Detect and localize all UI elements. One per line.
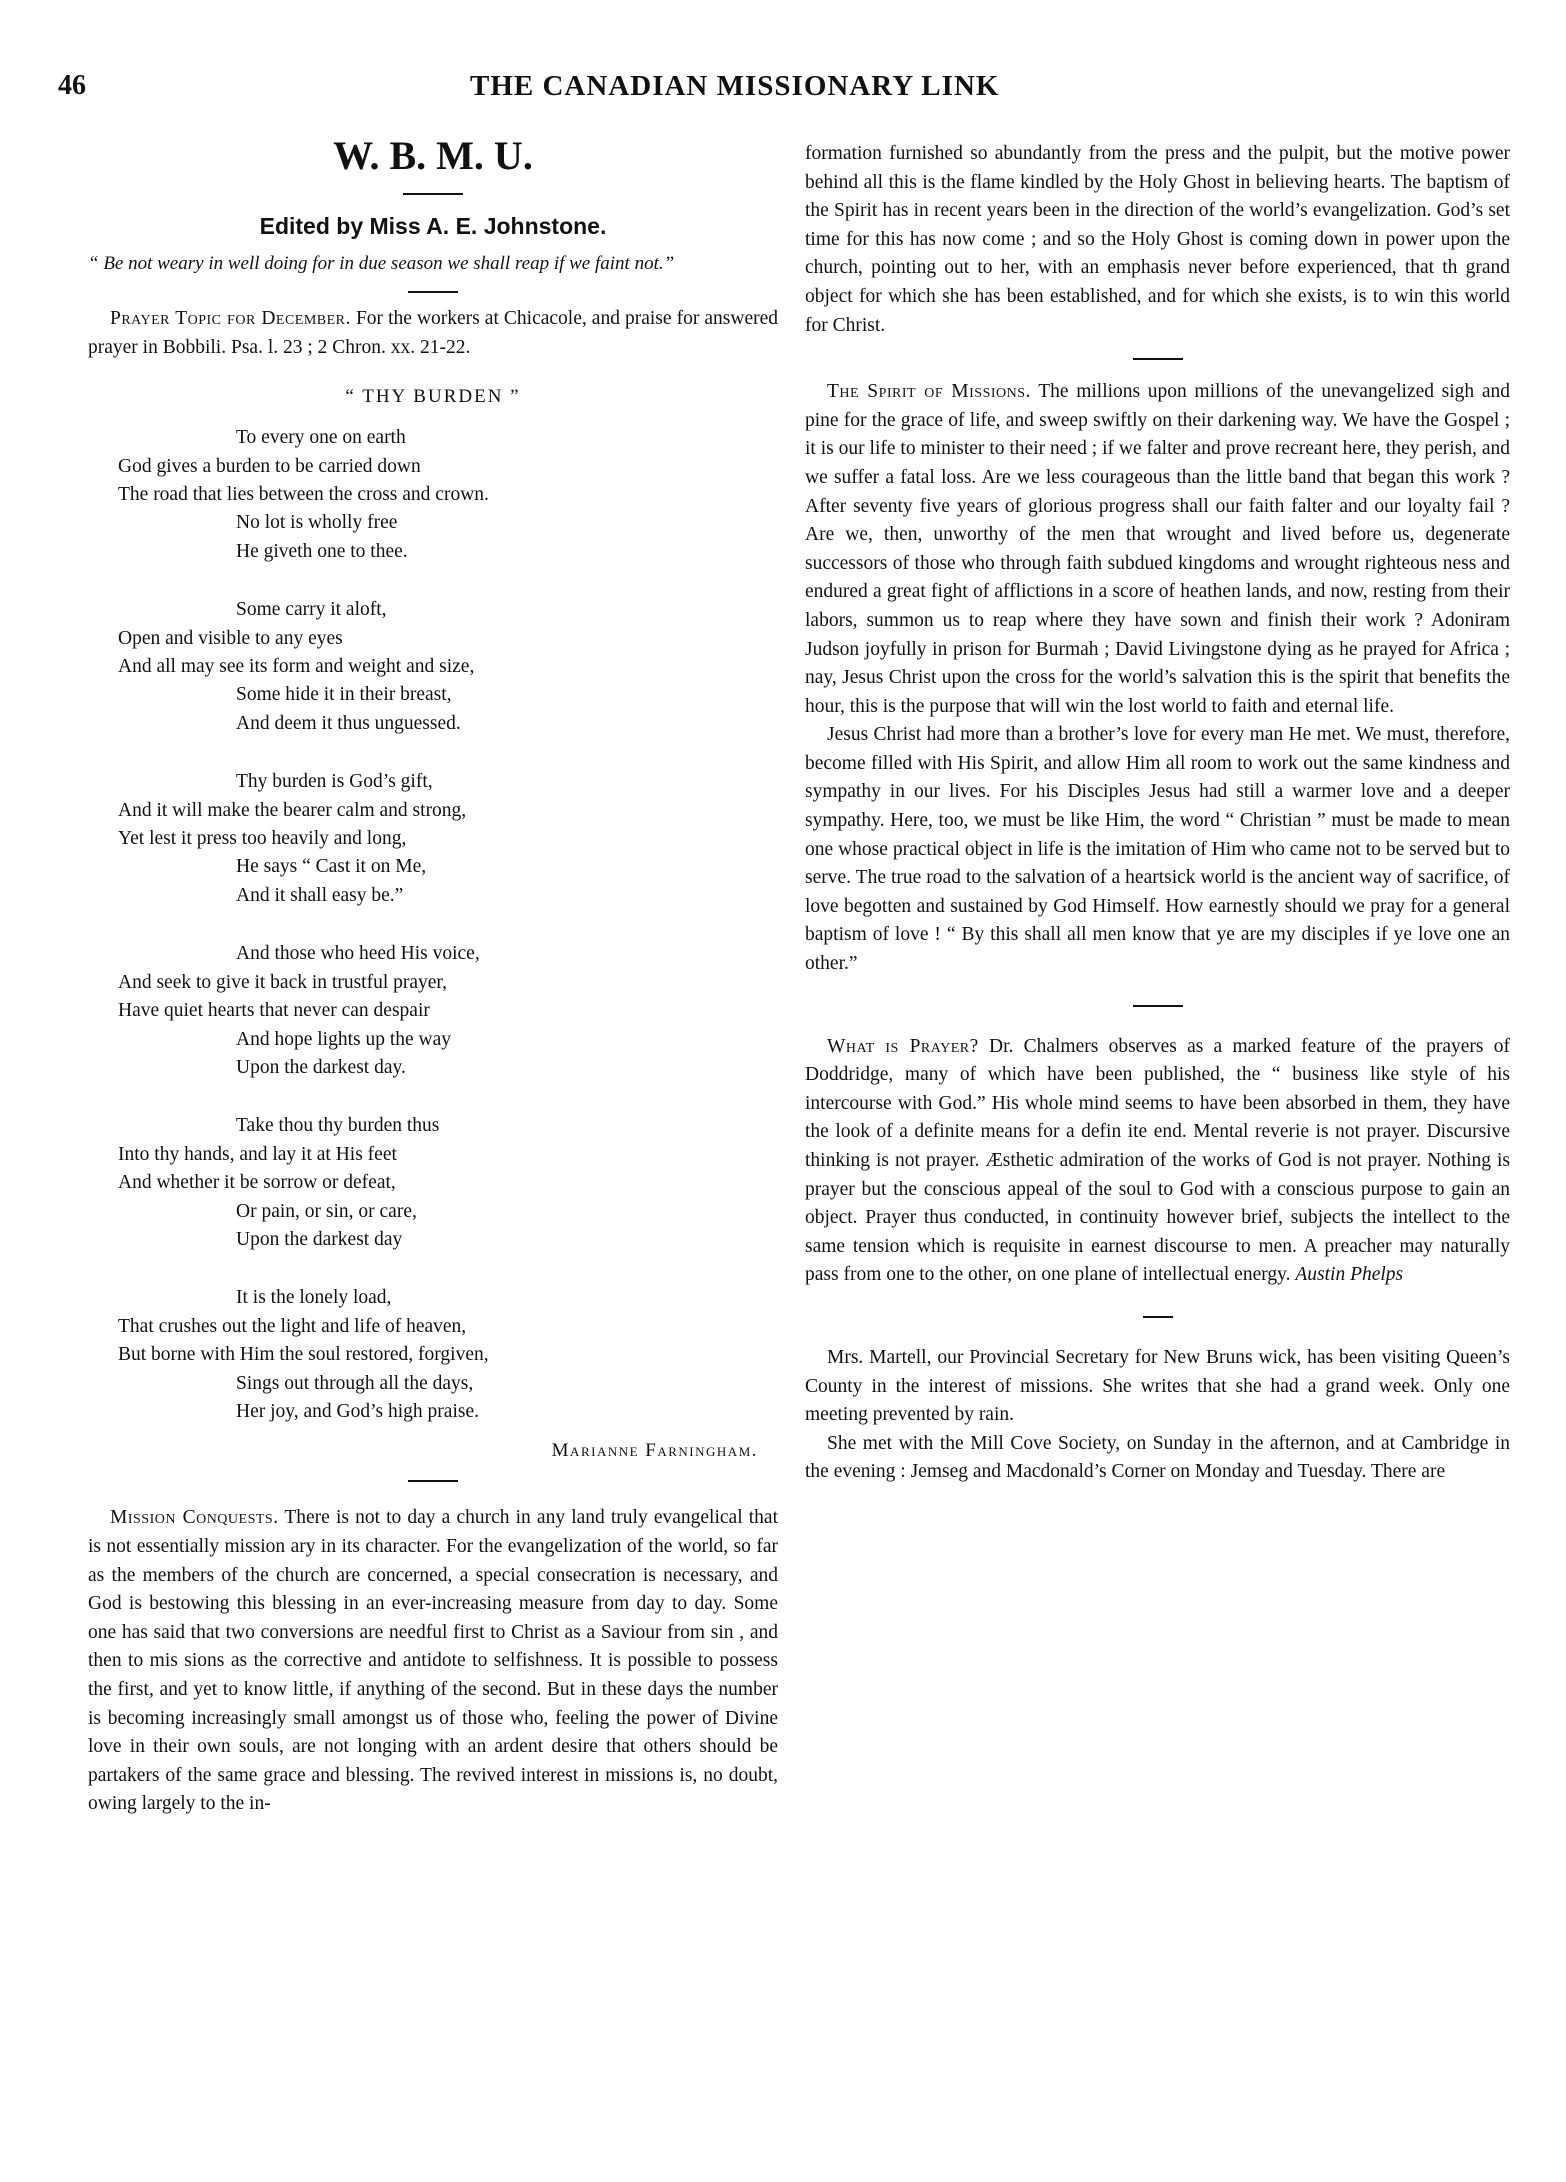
poem-stanza xyxy=(88,424,778,566)
poem-line: Upon the darkest day xyxy=(236,1228,403,1250)
spirit-of-missions-article xyxy=(805,378,1510,721)
poem-line: That crushes out the light and life of heaven, xyxy=(118,1315,467,1337)
poem-title: “ THY BURDEN ” xyxy=(345,386,521,408)
poem-line: Into thy hands, and lay it at His feet xyxy=(118,1143,397,1165)
poem-line: And deem it thus unguessed. xyxy=(236,712,461,734)
page-number: 46 xyxy=(58,70,86,101)
right-column xyxy=(805,140,1510,1487)
poem-line: Take thou thy burden thus xyxy=(236,1115,440,1137)
continued-text: formation furnished so abundantly from the press and the pulpit, but the motive power behind all this is the flame kindled by the Holy Ghost in believing hearts. The baptism of the Spirit has in recent years been in the direction of the world’s evangelization. God’s set time for this has now come ; and so the Holy Ghost is coming down in power upon the church, pointing out to her, with an emphasis never before experienced, that th grand object for which she has been established, and for which she exists, is to win this world for Christ. xyxy=(805,143,1510,336)
motto: “ Be not weary in well doing for in due season we shall reap if we faint not.” xyxy=(88,253,675,274)
article-lead: Mission Conquests. xyxy=(110,1507,279,1529)
poem-line: And seek to give it back in trustful prayer, xyxy=(118,971,448,993)
poem-author: Marianne Farningham. xyxy=(551,1440,758,1462)
poem-line: God gives a burden to be carried down xyxy=(118,455,421,477)
poem-line: Yet lest it press too heavily and long, xyxy=(118,828,407,850)
poem-line: And hope lights up the way xyxy=(236,1028,452,1050)
article-lead: The Spirit of Missions. xyxy=(827,381,1031,403)
poem-line: The road that lies between the cross and crown. xyxy=(118,484,489,505)
prayer-topic-text: For the workers at Chicacole, and praise for answered prayer in Bobbili. Psa. l. 23 ; 2 Chron. xx. 21-22. xyxy=(88,308,779,358)
poem-line: Upon the darkest day. xyxy=(236,1056,406,1078)
article-text: Dr. Chalmers observes as a marked feature of the prayers of Doddridge, many of which have been published, the “ business like style of his intercourse with God.” His whole mind seems to have been absorbed in them, they have the look of a definite means for a defin ite end. Mental reverie is not prayer. Discursive thinking is not prayer. Æsthetic admiration of the works of God is not prayer. Nothing is prayer but the conscious appeal of the soul to God with a conscious purpose to gain an object. Prayer thus conducted, in continuity however brief, subjects the intellect to the same tension which is requisite in earnest discourse to men. A preacher may naturally pass from one to the other, on one plane of intellectual energy. xyxy=(805,1035,1510,1286)
poem-line: Some carry it aloft, xyxy=(236,599,387,621)
article-author: Austin Phelps xyxy=(1295,1264,1404,1286)
poem-line: Have quiet hearts that never can despair xyxy=(118,1000,430,1022)
poem-line: Thy burden is God’s gift, xyxy=(236,771,433,793)
journal-title: THE CANADIAN MISSIONARY LINK xyxy=(470,70,1000,102)
poem-stanza xyxy=(88,768,778,910)
poem-line: Sings out through all the days, xyxy=(236,1372,474,1394)
divider xyxy=(1133,358,1183,360)
what-is-prayer-article xyxy=(805,1033,1510,1290)
poem-stanza xyxy=(88,1284,778,1426)
poem-line: And all may see its form and weight and size, xyxy=(118,656,475,678)
section-title: W. B. M. U. xyxy=(333,133,533,178)
poem-line: Her joy, and God’s high praise. xyxy=(236,1400,479,1422)
poem-line: And whether it be sorrow or defeat, xyxy=(118,1172,396,1194)
poem-line: It is the lonely load, xyxy=(236,1287,392,1309)
poem-line: No lot is wholly free xyxy=(236,512,398,534)
divider xyxy=(403,193,463,195)
page-header xyxy=(0,70,1566,110)
poem-stanza xyxy=(88,1112,778,1254)
poem-stanza xyxy=(88,940,778,1082)
left-column xyxy=(88,132,778,1819)
article-lead: What is Prayer? xyxy=(827,1035,979,1057)
mission-conquests-article xyxy=(88,1504,778,1819)
poem-line: He giveth one to thee. xyxy=(236,540,408,562)
prayer-topic-lead: Prayer Topic for December. xyxy=(110,308,351,329)
poem-line: Or pain, or sin, or care, xyxy=(236,1200,417,1222)
poem-line: And it will make the bearer calm and strong, xyxy=(118,799,467,821)
divider xyxy=(1133,1005,1183,1007)
poem-line: Some hide it in their breast, xyxy=(236,684,452,706)
divider xyxy=(1143,1316,1173,1318)
spirit-of-missions-paragraph-2: Jesus Christ had more than a brother’s love for every man He met. We must, therefore, become filled with His Spirit, and allow Him all room to work out the same kindness and sympathy in our lives. For his Disciples Jesus had still a warmer love and a deeper sympathy. Here, too, we must be like Him, the word “ Christian ” must be made to mean one whose practical object in life is the imitation of Him who came not to be served but to serve. The true road to the salvation of a heartsick world is the ancient way of sacrifice, of love begotten and sustained by God Himself. How earnestly should we pray for a general baptism of love ! “ By this shall all men know that ye are my disciples if ye love one an other.” xyxy=(805,724,1510,975)
poem-stanza xyxy=(88,596,778,738)
poem-line: Open and visible to any eyes xyxy=(118,627,343,649)
prayer-topic xyxy=(88,305,778,362)
martell-paragraph-1: Mrs. Martell, our Provincial Secretary for New Bruns wick, has been visiting Queen’s County in the interest of missions. She writes that she had a grand week. Only one meeting prevented by rain. xyxy=(805,1346,1510,1426)
poem-line: And those who heed His voice, xyxy=(236,943,480,965)
divider xyxy=(408,1480,458,1482)
divider xyxy=(408,291,458,293)
editor-credit: Edited by Miss A. E. Johnstone. xyxy=(259,213,607,239)
article-text: The millions upon millions of the unevangelized sigh and pine for the grace of life, and sweep swiftly on their darkening way. We have the Gospel ; it is our life to minister to their need ; if we falter and prove recreant here, they perish, and we suffer a fatal loss. Are we less courageous than the little band that began this work ? After seventy five years of glorious progress shall our faith falter and our loyalty fail ? Are we, then, unworthy of the men that wrought and lived before us, degenerate successors of those who through faith subdued kingdoms and wrought righteous ness and endured a great fight of afflictions in a score of heathen lands, and now, resting from their labors, summon us to reap where they have sown and finish their work ? Adoniram Judson joyfully in prison for Burmah ; David Livingstone dying as he prayed for Africa ; nay, Jesus Christ upon the cross for the world’s salvation this is the spirit that benefits the hour, this is the purpose that will win the lost world to faith and eternal life. xyxy=(805,381,1510,717)
poem-line: To every one on earth xyxy=(236,427,406,449)
poem-line: But borne with Him the soul restored, forgiven, xyxy=(118,1344,489,1366)
poem-line: And it shall easy be.” xyxy=(236,884,404,906)
martell-paragraph-2: She met with the Mill Cove Society, on Sunday in the afternon, and at Cambridge in the evening : Jemseg and Macdonald’s Corner on Monday and Tuesday. There are xyxy=(805,1432,1510,1483)
poem-line: He says “ Cast it on Me, xyxy=(236,856,427,878)
article-text: There is not to day a church in any land truly evangelical that is not essentially mission ary in its character. For the evangelization of the world, so far as the members of the church are concerned, a special consecration is necessary, and God is bestowing this blessing in an ever-increasing measure from day to day. Some one has said that two conversions are needful first to Christ as a Saviour from sin , and then to mis sions as the corrective and antidote to selfishness. It is possible to possess the first, and yet to know little, if anything of the second. But in these days the number is becoming increasingly small amongst us of those who, feeling the power of Divine love in their own souls, are not longing with an ardent desire that others should be partakers of the same grace and blessing. The revived interest in missions is, no doubt, owing largely to the in- xyxy=(88,1507,778,1815)
